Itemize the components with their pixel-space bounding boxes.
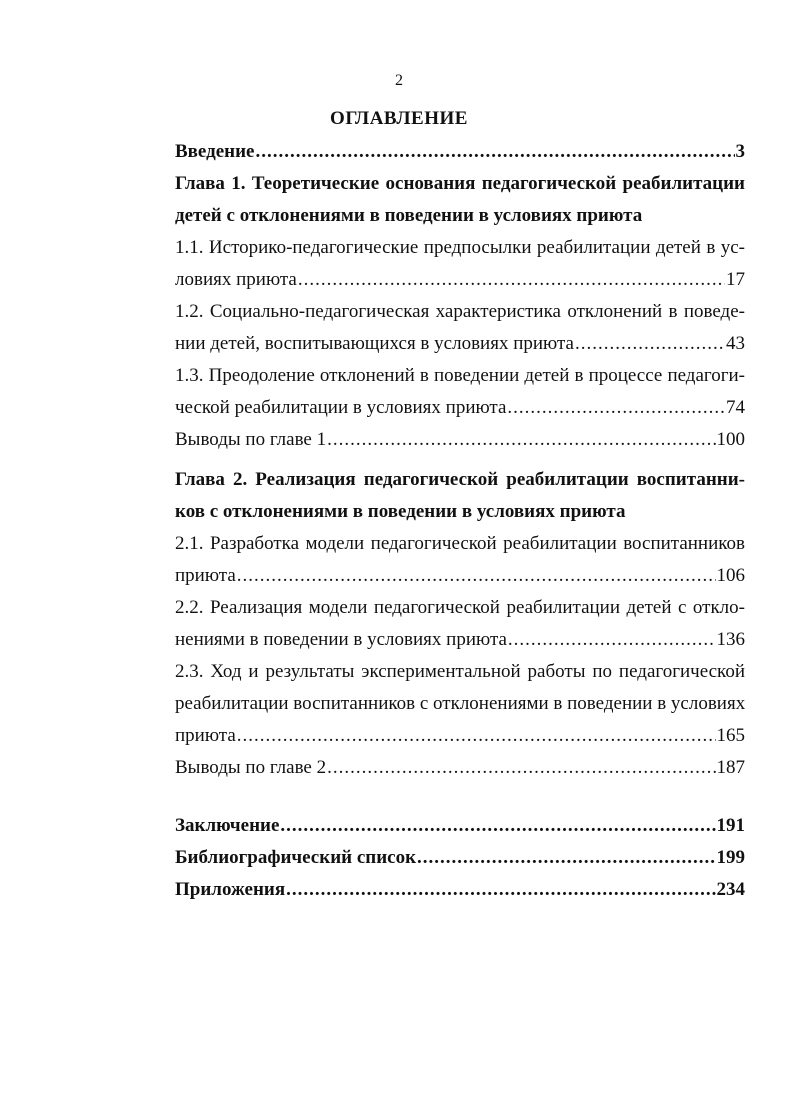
toc-page-number: 17 bbox=[726, 269, 745, 290]
toc-page-number: 191 bbox=[716, 815, 745, 836]
spacer bbox=[175, 456, 745, 464]
toc-page-number: 100 bbox=[716, 429, 745, 450]
section-2-2-entry[interactable] bbox=[175, 624, 745, 656]
section-2-3-line-1[interactable]: 2.3. Ход и результаты экспериментальной работы по педагогической bbox=[175, 661, 745, 682]
toc-page-number: 3 bbox=[735, 141, 745, 162]
dot-leader bbox=[280, 810, 715, 842]
toc-page-number: 165 bbox=[716, 725, 745, 746]
dot-leader bbox=[298, 264, 725, 296]
toc-entry-label: нениями в поведении в условиях приюта bbox=[175, 629, 507, 650]
page-number: 2 bbox=[395, 72, 403, 89]
section-2-3-entry[interactable] bbox=[175, 720, 745, 752]
toc-page-number: 106 bbox=[716, 565, 745, 586]
page-title: ОГЛАВЛЕНИЕ bbox=[330, 108, 468, 129]
section-1-3-entry[interactable] bbox=[175, 392, 745, 424]
toc-entry-conclusion[interactable] bbox=[175, 810, 745, 842]
dot-leader bbox=[507, 392, 725, 424]
section-2-1-line-1[interactable]: 2.1. Разработка модели педагогической реабилитации воспитанников bbox=[175, 533, 745, 554]
dot-leader bbox=[327, 752, 715, 784]
dot-leader bbox=[286, 874, 715, 906]
toc-page-number: 43 bbox=[726, 333, 745, 354]
toc-entry-label: Выводы по главе 2 bbox=[175, 757, 327, 778]
toc-entry-appendices[interactable] bbox=[175, 874, 745, 906]
toc-entry-introduction[interactable] bbox=[175, 136, 745, 168]
toc-page-number: 187 bbox=[716, 757, 745, 778]
section-2-3-line-2[interactable]: реабилитации воспитанников с отклонениями в поведении в условиях bbox=[175, 693, 746, 714]
section-2-1-entry[interactable] bbox=[175, 560, 745, 592]
toc-entry-label: ческой реабилитации в условиях приюта bbox=[175, 397, 507, 418]
section-1-3-line-1[interactable]: 1.3. Преодоление отклонений в поведении детей в процессе педагоги- bbox=[175, 365, 745, 386]
toc-entry-label: приюта bbox=[175, 565, 236, 586]
dot-leader bbox=[508, 624, 716, 656]
toc-entry-label: ловиях приюта bbox=[175, 269, 297, 290]
spacer bbox=[175, 784, 745, 810]
chapter-1-conclusions-entry[interactable] bbox=[175, 424, 745, 456]
toc-entry-label: нии детей, воспитывающихся в условиях приюта bbox=[175, 333, 574, 354]
chapter-2-conclusions-entry[interactable] bbox=[175, 752, 745, 784]
dot-leader bbox=[327, 424, 715, 456]
dot-leader bbox=[237, 720, 716, 752]
toc-entry-label: Заключение bbox=[175, 815, 280, 836]
toc-entry-bibliography[interactable] bbox=[175, 842, 745, 874]
toc-page-number: 136 bbox=[716, 629, 745, 650]
chapter-1-heading-line-2[interactable]: детей с отклонениями в поведении в условиях приюта bbox=[175, 205, 643, 226]
toc-page-number: 234 bbox=[716, 879, 745, 900]
section-2-2-line-1[interactable]: 2.2. Реализация модели педагогической реабилитации детей с откло- bbox=[175, 597, 745, 618]
section-1-2-entry[interactable] bbox=[175, 328, 745, 360]
toc-entry-label: Выводы по главе 1 bbox=[175, 429, 327, 450]
section-1-1-entry[interactable] bbox=[175, 264, 745, 296]
toc-page-number: 199 bbox=[716, 847, 745, 868]
section-1-1-line-1[interactable]: 1.1. Историко-педагогические предпосылки реабилитации детей в ус- bbox=[175, 237, 745, 258]
toc-page-number: 74 bbox=[726, 397, 745, 418]
dot-leader bbox=[237, 560, 716, 592]
dot-leader bbox=[575, 328, 725, 360]
section-1-2-line-1[interactable]: 1.2. Социально-педагогическая характеристика отклонений в поведе- bbox=[175, 301, 745, 322]
chapter-2-heading-line-1[interactable]: Глава 2. Реализация педагогической реабилитации воспитанни- bbox=[175, 469, 745, 490]
toc-entry-label: приюта bbox=[175, 725, 236, 746]
chapter-2-heading-line-2[interactable]: ков с отклонениями в поведении в условиях приюта bbox=[175, 501, 626, 522]
toc-entry-label: Введение bbox=[175, 141, 255, 162]
dot-leader bbox=[417, 842, 715, 874]
chapter-1-heading-line-1[interactable]: Глава 1. Теоретические основания педагогической реабилитации bbox=[175, 173, 745, 194]
toc-entry-label: Библиографический список bbox=[175, 847, 417, 868]
toc-entry-label: Приложения bbox=[175, 879, 286, 900]
table-of-contents bbox=[175, 136, 745, 906]
dot-leader bbox=[256, 136, 735, 168]
